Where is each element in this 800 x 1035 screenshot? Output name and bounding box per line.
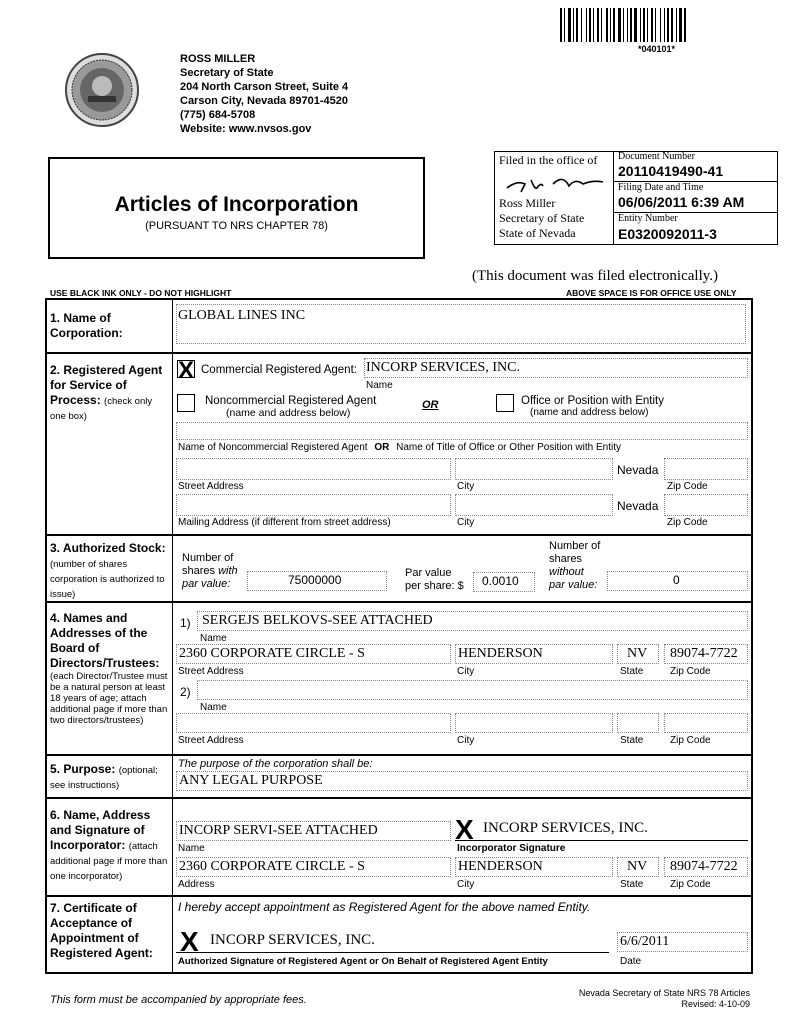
director2-city-field[interactable] <box>455 713 613 733</box>
director2-street-field[interactable] <box>176 713 451 733</box>
shares-label-2b: with <box>218 565 238 577</box>
sos-phone: (775) 684-5708 <box>180 109 256 121</box>
par-label-2: per share: $ <box>405 580 464 592</box>
name-title-label-1: Name of Noncommercial Registered Agent <box>178 442 368 453</box>
shares-label-2: shares <box>182 565 216 577</box>
city-label: City <box>457 481 475 492</box>
label-column-divider <box>172 298 173 974</box>
sos-address-1: 204 North Carson Street, Suite 4 <box>180 81 349 93</box>
director1-state-value: NV <box>627 646 648 661</box>
secretary-info <box>499 196 584 241</box>
director1-street-value: 2360 CORPORATE CIRCLE - S <box>179 646 365 661</box>
sos-address-block <box>180 52 348 136</box>
director1-street-label: Street Address <box>178 666 244 677</box>
secretary-signature <box>503 170 611 196</box>
director2-street-label: Street Address <box>178 735 244 746</box>
doc-number: 20110419490-41 <box>618 163 724 179</box>
agent-zip-field[interactable] <box>664 458 748 480</box>
purpose-prompt: The purpose of the corporation shall be: <box>178 758 373 770</box>
shares-par-value: 75000000 <box>288 573 342 587</box>
noncommercial-agent-sub: (name and address below) <box>226 407 351 419</box>
sos-name: ROSS MILLER <box>180 53 256 65</box>
noncommercial-name-label <box>178 442 621 453</box>
section4-sub: (each Director/Trustee must be a natural person at least 18 years of age; attach additional page if more than two directors/trustees) <box>50 671 168 726</box>
np-label-1: Number of <box>549 540 601 552</box>
footer-fees-note: This form must be accompanied by appropriate fees. <box>50 994 307 1006</box>
black-ink-note: USE BLACK INK ONLY - DO NOT HIGHLIGHT <box>50 288 232 298</box>
agent-acceptance-statement: I hereby accept appointment as Registered Agent for the above named Entity. <box>178 900 591 914</box>
section6-label <box>50 808 168 883</box>
incorporator-zip-label: Zip Code <box>670 879 711 890</box>
director2-state-field[interactable] <box>617 713 659 733</box>
section6-sub: (attach additional page if more than one incorporator) <box>50 841 168 882</box>
entity-number-label: Entity Number <box>618 213 678 224</box>
shares-with-par-label <box>182 552 238 591</box>
director2-name-label: Name <box>200 702 227 713</box>
commercial-agent-value: INCORP SERVICES, INC. <box>366 360 520 375</box>
incorporator-name-value: INCORP SERVI-SEE ATTACHED <box>179 823 378 838</box>
incorporator-signature-label: Incorporator Signature <box>457 843 566 854</box>
par-label-1: Par value <box>405 567 452 579</box>
footer-revised: Revised: 4-10-09 <box>681 999 750 1009</box>
office-position-label: Office or Position with Entity <box>521 395 664 407</box>
director2-state-label: State <box>620 735 644 746</box>
barcode-graphic <box>560 8 754 42</box>
incorporator-city-label: City <box>457 879 475 890</box>
commercial-agent-label: Commercial Registered Agent: <box>201 364 357 376</box>
section1-label: 1. Name of Corporation: <box>50 311 123 340</box>
section5-label <box>50 762 168 792</box>
director2-zip-label: Zip Code <box>670 735 711 746</box>
director1-city-value: HENDERSON <box>458 646 543 661</box>
footer-form-name: Nevada Secretary of State NRS 78 Articles <box>578 988 750 998</box>
agent-signature-value: INCORP SERVICES, INC. <box>210 932 375 948</box>
incorporator-city-value: HENDERSON <box>458 859 543 874</box>
agent-city-field[interactable] <box>455 458 613 480</box>
agent-date-value: 6/6/2011 <box>620 934 670 949</box>
agent-signature-label: Authorized Signature of Registered Agent or On Behalf of Registered Agent Entity <box>178 956 548 967</box>
filing-date-label: Filing Date and Time <box>618 182 704 193</box>
purpose-value: ANY LEGAL PURPOSE <box>179 773 323 788</box>
agent-signature-line <box>176 952 609 953</box>
section2-sub: (check only one box) <box>50 396 153 422</box>
page-title: Articles of Incorporation <box>114 193 359 216</box>
incorporator-address-label: Address <box>178 879 215 890</box>
mailing-zip-field[interactable] <box>664 494 748 516</box>
sos-address-2: Carson City, Nevada 89701-4520 <box>180 95 348 107</box>
director1-zip-label: Zip Code <box>670 666 711 677</box>
electronic-filing-note: (This document was filed electronically.) <box>472 268 719 284</box>
doc-number-label: Document Number <box>618 151 695 162</box>
agent-date-label: Date <box>620 956 642 967</box>
np-label-3: without <box>549 566 584 578</box>
section4-label <box>50 611 168 726</box>
mailing-address-label: Mailing Address (if different from street address) <box>178 517 391 528</box>
noncommercial-agent-checkbox[interactable] <box>177 394 195 412</box>
director2-zip-field[interactable] <box>664 713 748 733</box>
title-box <box>48 157 425 259</box>
section3-sub: (number of shares corporation is authorized to issue) <box>50 559 165 600</box>
mailing-zip-label: Zip Code <box>667 517 708 528</box>
shares-label-1: Number of <box>182 552 234 564</box>
section3-label <box>50 541 168 601</box>
barcode-number: *040101* <box>638 44 676 54</box>
section5-sub: (optional; see instructions) <box>50 765 158 791</box>
entity-number: E0320092011-3 <box>618 226 717 242</box>
noncommercial-agent-label: Noncommercial Registered Agent <box>205 395 377 407</box>
or-label: OR <box>422 399 439 411</box>
incorporator-signature-line <box>455 840 748 841</box>
office-position-checkbox[interactable] <box>496 394 514 412</box>
director1-name-value: SERGEJS BELKOVS-SEE ATTACHED <box>202 613 433 628</box>
director1-number: 1) <box>180 616 191 630</box>
noncommercial-name-field[interactable] <box>176 422 748 440</box>
sos-title: Secretary of State <box>180 67 274 79</box>
section2-label <box>50 363 168 423</box>
section2-label-text: 2. Registered Agent for Service of Process: <box>50 363 163 407</box>
director1-state-label: State <box>620 666 644 677</box>
state-seal <box>64 52 140 128</box>
incorporator-signature-value: INCORP SERVICES, INC. <box>483 820 648 836</box>
director1-city-label: City <box>457 666 475 677</box>
incorporator-name-label: Name <box>178 843 205 854</box>
page-subtitle: (PURSUANT TO NRS CHAPTER 78) <box>145 220 328 232</box>
office-position-sub: (name and address below) <box>530 407 649 418</box>
sos-website: Website: www.nvsos.gov <box>180 123 312 135</box>
no-par-value: 0 <box>673 573 680 587</box>
agent-street-field[interactable] <box>176 458 451 480</box>
section3-label-text: 3. Authorized Stock: <box>50 541 166 555</box>
secretary-name: Ross Miller <box>499 196 556 210</box>
footer-form-info <box>560 988 750 1010</box>
np-label-2: shares <box>549 553 583 565</box>
filed-in-label: Filed in the office of <box>499 153 598 167</box>
agent-x-mark: X <box>180 926 199 957</box>
commercial-agent-checkmark: X <box>178 357 195 384</box>
par-value-label <box>405 567 464 593</box>
director2-name-field[interactable] <box>197 680 748 700</box>
mailing-street-field[interactable] <box>176 494 451 516</box>
or-label-2: OR <box>374 442 390 453</box>
filing-date: 06/06/2011 6:39 AM <box>618 194 745 210</box>
corporation-name-value: GLOBAL LINES INC <box>178 308 306 323</box>
incorporator-state-label: State <box>620 879 644 890</box>
filing-box <box>494 151 778 245</box>
name-title-label-2: Name of Title of Office or Other Position with Entity <box>396 442 622 453</box>
np-label-4: par value: <box>549 579 598 591</box>
par-value-value: 0.0010 <box>482 574 519 588</box>
agent-state-2: Nevada <box>617 499 659 513</box>
shares-label-3: par value: <box>182 578 231 590</box>
incorporator-state-value: NV <box>627 859 648 874</box>
incorporator-x-mark: X <box>455 814 474 845</box>
director2-city-label: City <box>457 735 475 746</box>
office-use-note: ABOVE SPACE IS FOR OFFICE USE ONLY <box>566 288 737 298</box>
section5-label-text: 5. Purpose: <box>50 762 116 776</box>
section6-label-text: 6. Name, Address and Signature of Incorporator: <box>50 808 151 852</box>
section7-label: 7. Certificate of Acceptance of Appointment of Registered Agent: <box>50 901 153 960</box>
agent-state-1: Nevada <box>617 463 659 477</box>
director1-name-label: Name <box>200 633 227 644</box>
section4-label-text: 4. Names and Addresses of the Board of Directors/Trustees: <box>50 611 160 670</box>
incorporator-zip-value: 89074-7722 <box>670 859 738 874</box>
secretary-state: State of Nevada <box>499 226 576 240</box>
director1-zip-value: 89074-7722 <box>670 646 738 661</box>
street-address-label: Street Address <box>178 481 244 492</box>
secretary-title: Secretary of State <box>499 211 585 225</box>
barcode <box>560 8 754 42</box>
mailing-city-field[interactable] <box>455 494 613 516</box>
mailing-city-label: City <box>457 517 475 528</box>
director2-number: 2) <box>180 685 191 699</box>
agent-name-label: Name <box>366 380 393 391</box>
zip-label: Zip Code <box>667 481 708 492</box>
incorporator-street-value: 2360 CORPORATE CIRCLE - S <box>179 859 365 874</box>
no-par-label <box>549 540 600 592</box>
